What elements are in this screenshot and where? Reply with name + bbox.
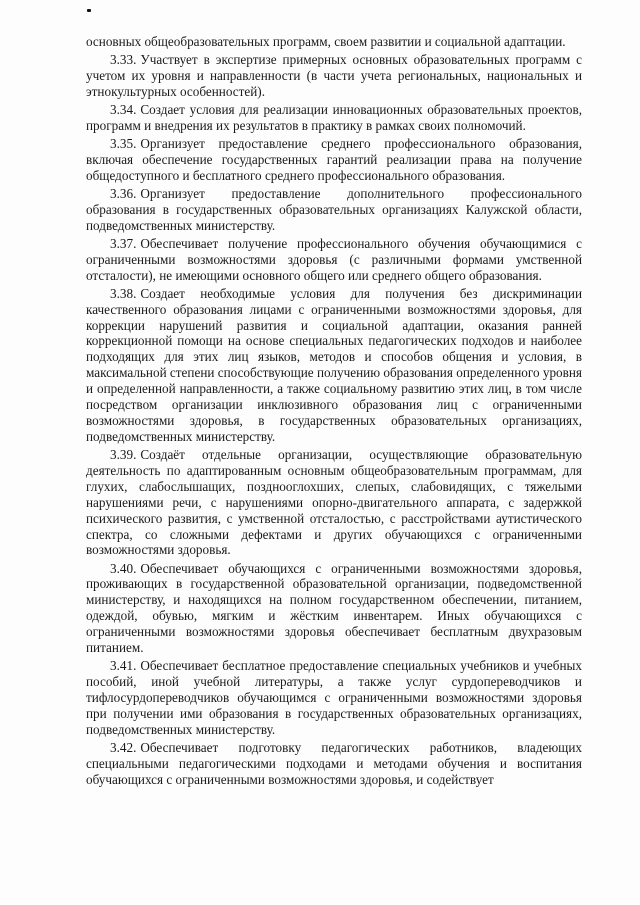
paragraph-text: Создает необходимые условия для получения без дискриминации качественного образования лицами с ограниченными возможностями здоровья, для коррекции нарушений развития и социальной адаптации, оказания ранней коррекционной помощи на основе специальных педагогических подходов и наиболее подходящих для этих лиц языков, методов и способов общения и условия, в максимальной степени способствующие получению образования определенного уровня и определенной направленности, а также социальному развитию этих лиц, в том числе посредством организации инклюзивного образования лиц с ограниченными возможностями здоровья, в государственных образовательных организациях, подведомственных министерству. [86, 285, 582, 444]
paragraph-number: 3.42. [110, 739, 137, 755]
paragraph-number: 3.40. [110, 560, 137, 576]
paragraph-text: Обеспечивает подготовку педагогических работников, владеющих специальными педагогическими подходами и методами обучения и воспитания обучающихся с ограниченными возможностями здоровья, и содействует [86, 739, 582, 787]
paragraph-number: 3.33. [110, 52, 137, 68]
paragraph-number: 3.39. [110, 446, 137, 462]
paragraph-text: Участвует в экспертизе примерных основных образовательных программ с учетом их уровня и направленности (в части учета региональных, национальных и этнокультурных особенностей). [86, 52, 582, 99]
paragraph-text: Создаёт отдельные организации, осуществляющие образовательную деятельность по адаптированным основным общеобразовательным программам, для глухих, слабослышащих, позднооглохших, слепых, слабовидящих, с тяжелыми нарушениями речи, с нарушениями опорно-двигательного аппарата, с задержкой психического развития, с умственной отсталостью, с расстройствами аутистического спектра, со сложными дефектами и других обучающихся с ограниченными возможностями здоровья. [86, 446, 582, 558]
paragraph-3-38 [86, 286, 582, 445]
paragraph-3-36 [86, 186, 582, 234]
paragraph-3-33 [86, 52, 582, 100]
paragraph-number: 3.37. [110, 235, 137, 251]
paragraph-text: Организует предоставление среднего профессионального образования, включая обеспечение государственных гарантий реализации права на получение общедоступного и бесплатного среднего профессионального образования. [86, 136, 582, 183]
paragraph-3-41 [86, 658, 582, 738]
opening-fragment: основных общеобразовательных программ, своем развитии и социальной адаптации. [86, 34, 566, 49]
paragraph-3-40 [86, 561, 582, 656]
paragraph-text: Обеспечивает бесплатное предоставление специальных учебников и учебных пособий, иной учебной литературы, а также услуг сурдопереводчиков и тифлосурдопереводчиков обучающимся с ограниченными возможностями здоровья при получении ими образования в государственных образовательных организациях, подведомственных министерству. [86, 658, 582, 737]
paragraph-3-42 [86, 740, 582, 788]
paragraph-3-34 [86, 102, 582, 134]
paragraph-3-39 [86, 447, 582, 558]
paragraph-number: 3.36. [110, 185, 137, 201]
paragraph-text: Создает условия для реализации инновационных образовательных проектов, программ и внедрения их результатов в практику в рамках своих полномочий. [86, 102, 582, 133]
paragraph-number: 3.35. [110, 136, 137, 151]
paragraph-number: 3.34. [110, 102, 137, 117]
paragraph-text: Обеспечивает обучающихся с ограниченными возможностями здоровья, проживающих в государственной образовательной организации, подведомственной министерству, и находящихся на полном государственном обеспечении, питанием, одеждой, обувью, мягким и жёстким инвентарем. Иных обучающихся с ограниченными возможностями здоровья обеспечивает бесплатным двухразовым питанием. [86, 560, 582, 656]
scan-speck-mark [87, 9, 91, 12]
document-body [86, 34, 582, 790]
paragraph-3-35 [86, 136, 582, 184]
paragraph-text: Обеспечивает получение профессионального обучения обучающимися с ограниченными возможностями здоровья (с различными формами умственной отсталости), не имеющими основного общего или среднего общего образования. [86, 235, 582, 283]
paragraph-text: Организует предоставление дополнительного профессионального образования в государственных образовательных организациях Калужской области, подведомственных министерству. [86, 185, 582, 233]
paragraph-number: 3.41. [110, 658, 137, 674]
paragraph-3-37 [86, 236, 582, 284]
paragraph-number: 3.38. [110, 285, 137, 301]
